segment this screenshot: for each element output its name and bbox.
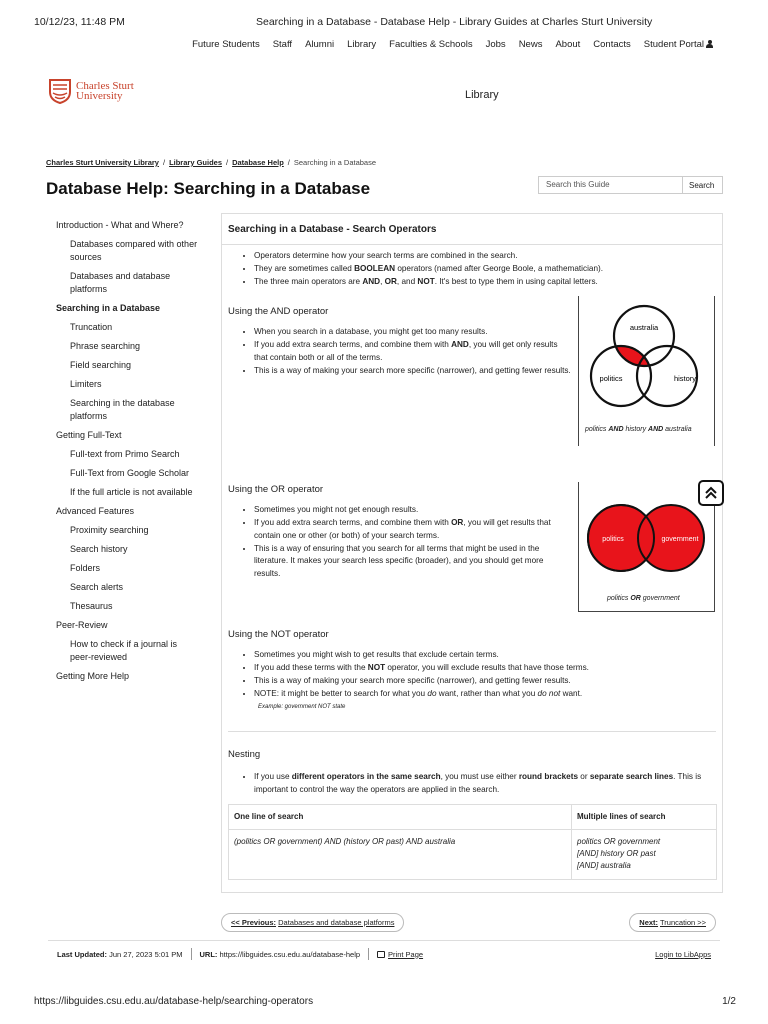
and-section [222,306,572,378]
breadcrumb-current: Searching in a Database [293,158,377,167]
intro-point [254,276,722,289]
nav-about[interactable]: About [555,39,581,50]
print-page-link[interactable] [377,950,423,959]
and-heading: Using the AND operator [228,306,329,317]
sidebar-item-searching-in-database[interactable]: Searching in a Database [56,303,161,313]
and-venn-caption-text: politics AND history AND australia [585,426,692,433]
and-venn-svg [579,296,716,426]
or-venn-svg [579,482,716,592]
top-navigation [192,39,713,50]
venn-label-government: government [661,536,699,543]
not-example: Example: government NOT state [258,703,346,710]
intro-section [222,250,722,289]
and-point [254,339,572,364]
sidebar-item-peer-review[interactable]: Peer-Review [56,620,108,630]
nav-contacts[interactable]: Contacts [593,39,631,50]
sidebar-item-check-peer-reviewed[interactable]: How to check if a journal is peer-reviewed [70,639,178,662]
multi-line-1: politics OR government [577,837,661,846]
print-page-number: 1/2 [722,996,736,1007]
not-point [254,662,722,675]
and-venn-caption [585,426,692,433]
or-heading: Using the OR operator [228,484,324,495]
divider [228,731,716,732]
not-point: • This is a way of making your search more specific (narrower), and getting fewer results. [254,675,722,688]
previous-label: Databases and database platforms [278,918,395,927]
venn-label-australia: australia [629,323,659,332]
venn-label-politics: politics [602,536,624,543]
logo-line2: University [76,90,123,102]
content-panel [221,213,723,893]
intro-point-text: The three main operators are AND, OR, and NOT. It's best to type them in using capital letters. [254,277,598,286]
or-point: • This is a way of ensuring that you search for all terms that might be used in the literature. It makes your search less specific (broader), and you should get more results. [254,543,572,581]
user-icon [706,40,713,48]
not-point-text: NOTE: it might be better to search for what you do want, rather than what you do not want. [254,689,583,698]
double-chevron-up-icon [700,482,722,504]
multi-line-2: [AND] history OR past [577,849,656,858]
table-header-multiple-lines: Multiple lines of search [572,805,717,830]
and-point-text: If you add extra search terms, and combine them with AND, you will get only results that contain both or all of the terms. [254,340,558,362]
url-value: https://libguides.csu.edu.au/database-help [219,949,361,959]
breadcrumb: Charles Sturt University Library / Library Guides / Database Help / Searching in a Database [46,158,377,167]
sidebar-item-searching-platforms[interactable]: Searching in the database platforms [70,398,175,421]
next-page-button[interactable] [629,913,716,932]
sidebar-item-primo[interactable]: Full-text from Primo Search [70,449,180,459]
table-cell-one-line: (politics OR government) AND (history OR past) AND australia [229,830,572,880]
and-point: • When you search in a database, you might get too many results. [254,326,572,339]
logo-line1: Charles Sturt [76,80,134,92]
nesting-section [222,749,722,797]
sidebar-item-field-searching[interactable]: Field searching [70,360,132,370]
table-header-one-line: One line of search [229,805,572,830]
sidebar-item-search-history[interactable]: Search history [70,544,128,554]
sidebar-item-advanced-features[interactable]: Advanced Features [56,506,135,516]
previous-prefix: << Previous: [231,918,277,927]
not-point-text: If you add these terms with the NOT operator, you will exclude results that have those terms. [254,663,589,672]
panel-title: Searching in a Database - Search Operators [228,224,437,235]
library-label[interactable]: Library [465,89,499,101]
nav-student-portal[interactable] [644,39,713,50]
or-point [254,517,572,542]
or-venn-caption-text: politics OR government [607,595,680,602]
sidebar-item-phrase-searching[interactable]: Phrase searching [70,341,141,351]
sidebar-item-limiters[interactable]: Limiters [70,379,102,389]
sidebar-item-getting-more-help[interactable]: Getting More Help [56,671,130,681]
and-point: • This is a way of making your search more specific (narrower), and getting fewer results. [254,365,572,378]
print-datetime: 10/12/23, 11:48 PM [34,16,125,28]
nav-library[interactable]: Library [347,39,377,50]
sidebar-item-google-scholar[interactable]: Full-Text from Google Scholar [70,468,190,478]
print-url: https://libguides.csu.edu.au/database-help/searching-operators [34,996,314,1007]
breadcrumb-library-guides[interactable]: Library Guides [169,158,222,167]
login-libapps-link[interactable]: Login to LibApps [655,949,711,959]
nav-news[interactable]: News [518,39,543,50]
next-prefix: Next: [639,918,659,927]
nesting-heading: Nesting [228,749,261,760]
or-venn-diagram [578,482,715,612]
sidebar-item-not-available[interactable]: If the full article is not available [70,487,193,497]
not-section [222,629,722,710]
guide-search-input[interactable]: Search this Guide [538,176,683,194]
footer [57,948,711,960]
or-point: • Sometimes you might not get enough results. [254,504,572,517]
csu-logo[interactable] [48,78,134,104]
intro-point: • Operators determine how your search terms are combined in the search. [254,250,722,263]
and-venn-diagram [578,296,715,446]
print-header [34,16,736,30]
sidebar-item-database-platforms[interactable]: Databases and database platforms [70,271,171,294]
sidebar [48,216,208,686]
intro-point [254,263,722,276]
not-heading: Using the NOT operator [228,629,329,640]
table-cell-multiple-lines [572,830,717,880]
sidebar-item-search-alerts[interactable]: Search alerts [70,582,124,592]
intro-point-text: They are sometimes called BOOLEAN operators (named after George Boole, a mathematician). [254,264,604,273]
nav-student-portal-label: Student Portal [643,39,704,50]
not-point: • Sometimes you might wish to get results that exclude certain terms. [254,649,722,662]
table-row [229,805,717,830]
sidebar-item-getting-full-text[interactable]: Getting Full-Text [56,430,122,440]
sidebar-item-truncation[interactable]: Truncation [70,322,113,332]
sidebar-item-proximity[interactable]: Proximity searching [70,525,149,535]
previous-page-button[interactable] [221,913,404,932]
sidebar-item-introduction[interactable]: Introduction - What and Where? [56,220,184,230]
back-to-top-button[interactable] [698,480,724,506]
breadcrumb-csu-library[interactable]: Charles Sturt University Library [46,158,159,167]
venn-label-history: history [673,374,697,383]
or-venn-caption [607,595,680,602]
search-button[interactable]: Search [683,176,723,194]
nav-staff[interactable]: Staff [272,39,293,50]
url-label: URL: [199,949,218,959]
sidebar-item-folders[interactable]: Folders [70,563,101,573]
sidebar-item-databases-compared[interactable]: Databases compared with other sources [70,239,198,262]
page-title: Database Help: Searching in a Database [46,179,371,198]
venn-label-politics: politics [599,374,623,383]
nav-jobs[interactable]: Jobs [485,39,506,50]
print-page-label: Print Page [388,949,424,959]
csu-shield-icon [48,78,72,104]
not-point [254,688,722,701]
last-updated-label: Last Updated: [57,949,108,959]
nav-future-students[interactable]: Future Students [192,39,260,50]
sidebar-item-thesaurus[interactable]: Thesaurus [70,601,113,611]
nesting-table [228,804,717,880]
nav-faculties[interactable]: Faculties & Schools [389,39,473,50]
table-row [229,830,717,880]
print-footer [34,996,736,1007]
divider [222,244,722,245]
nesting-point-text: If you use different operators in the same search, you must use either round brackets or separate search lines. This is important to control the way the operators are applied in the search. [254,772,702,794]
multi-line-3: [AND] australia [577,861,631,870]
breadcrumb-database-help[interactable]: Database Help [232,158,284,167]
or-section [222,484,572,581]
nav-alumni[interactable]: Alumni [305,39,335,50]
last-updated-value: Jun 27, 2023 5:01 PM [109,949,183,959]
next-label: Truncation >> [660,918,706,927]
divider [48,940,720,941]
printer-icon [377,951,385,958]
nesting-point [254,771,716,796]
or-point-text: If you add extra search terms, and combine them with OR, you will get results that contain one or other (or both) of your search terms. [254,518,551,540]
print-title: Searching in a Database - Database Help - Library Guides at Charles Sturt University [256,16,653,28]
